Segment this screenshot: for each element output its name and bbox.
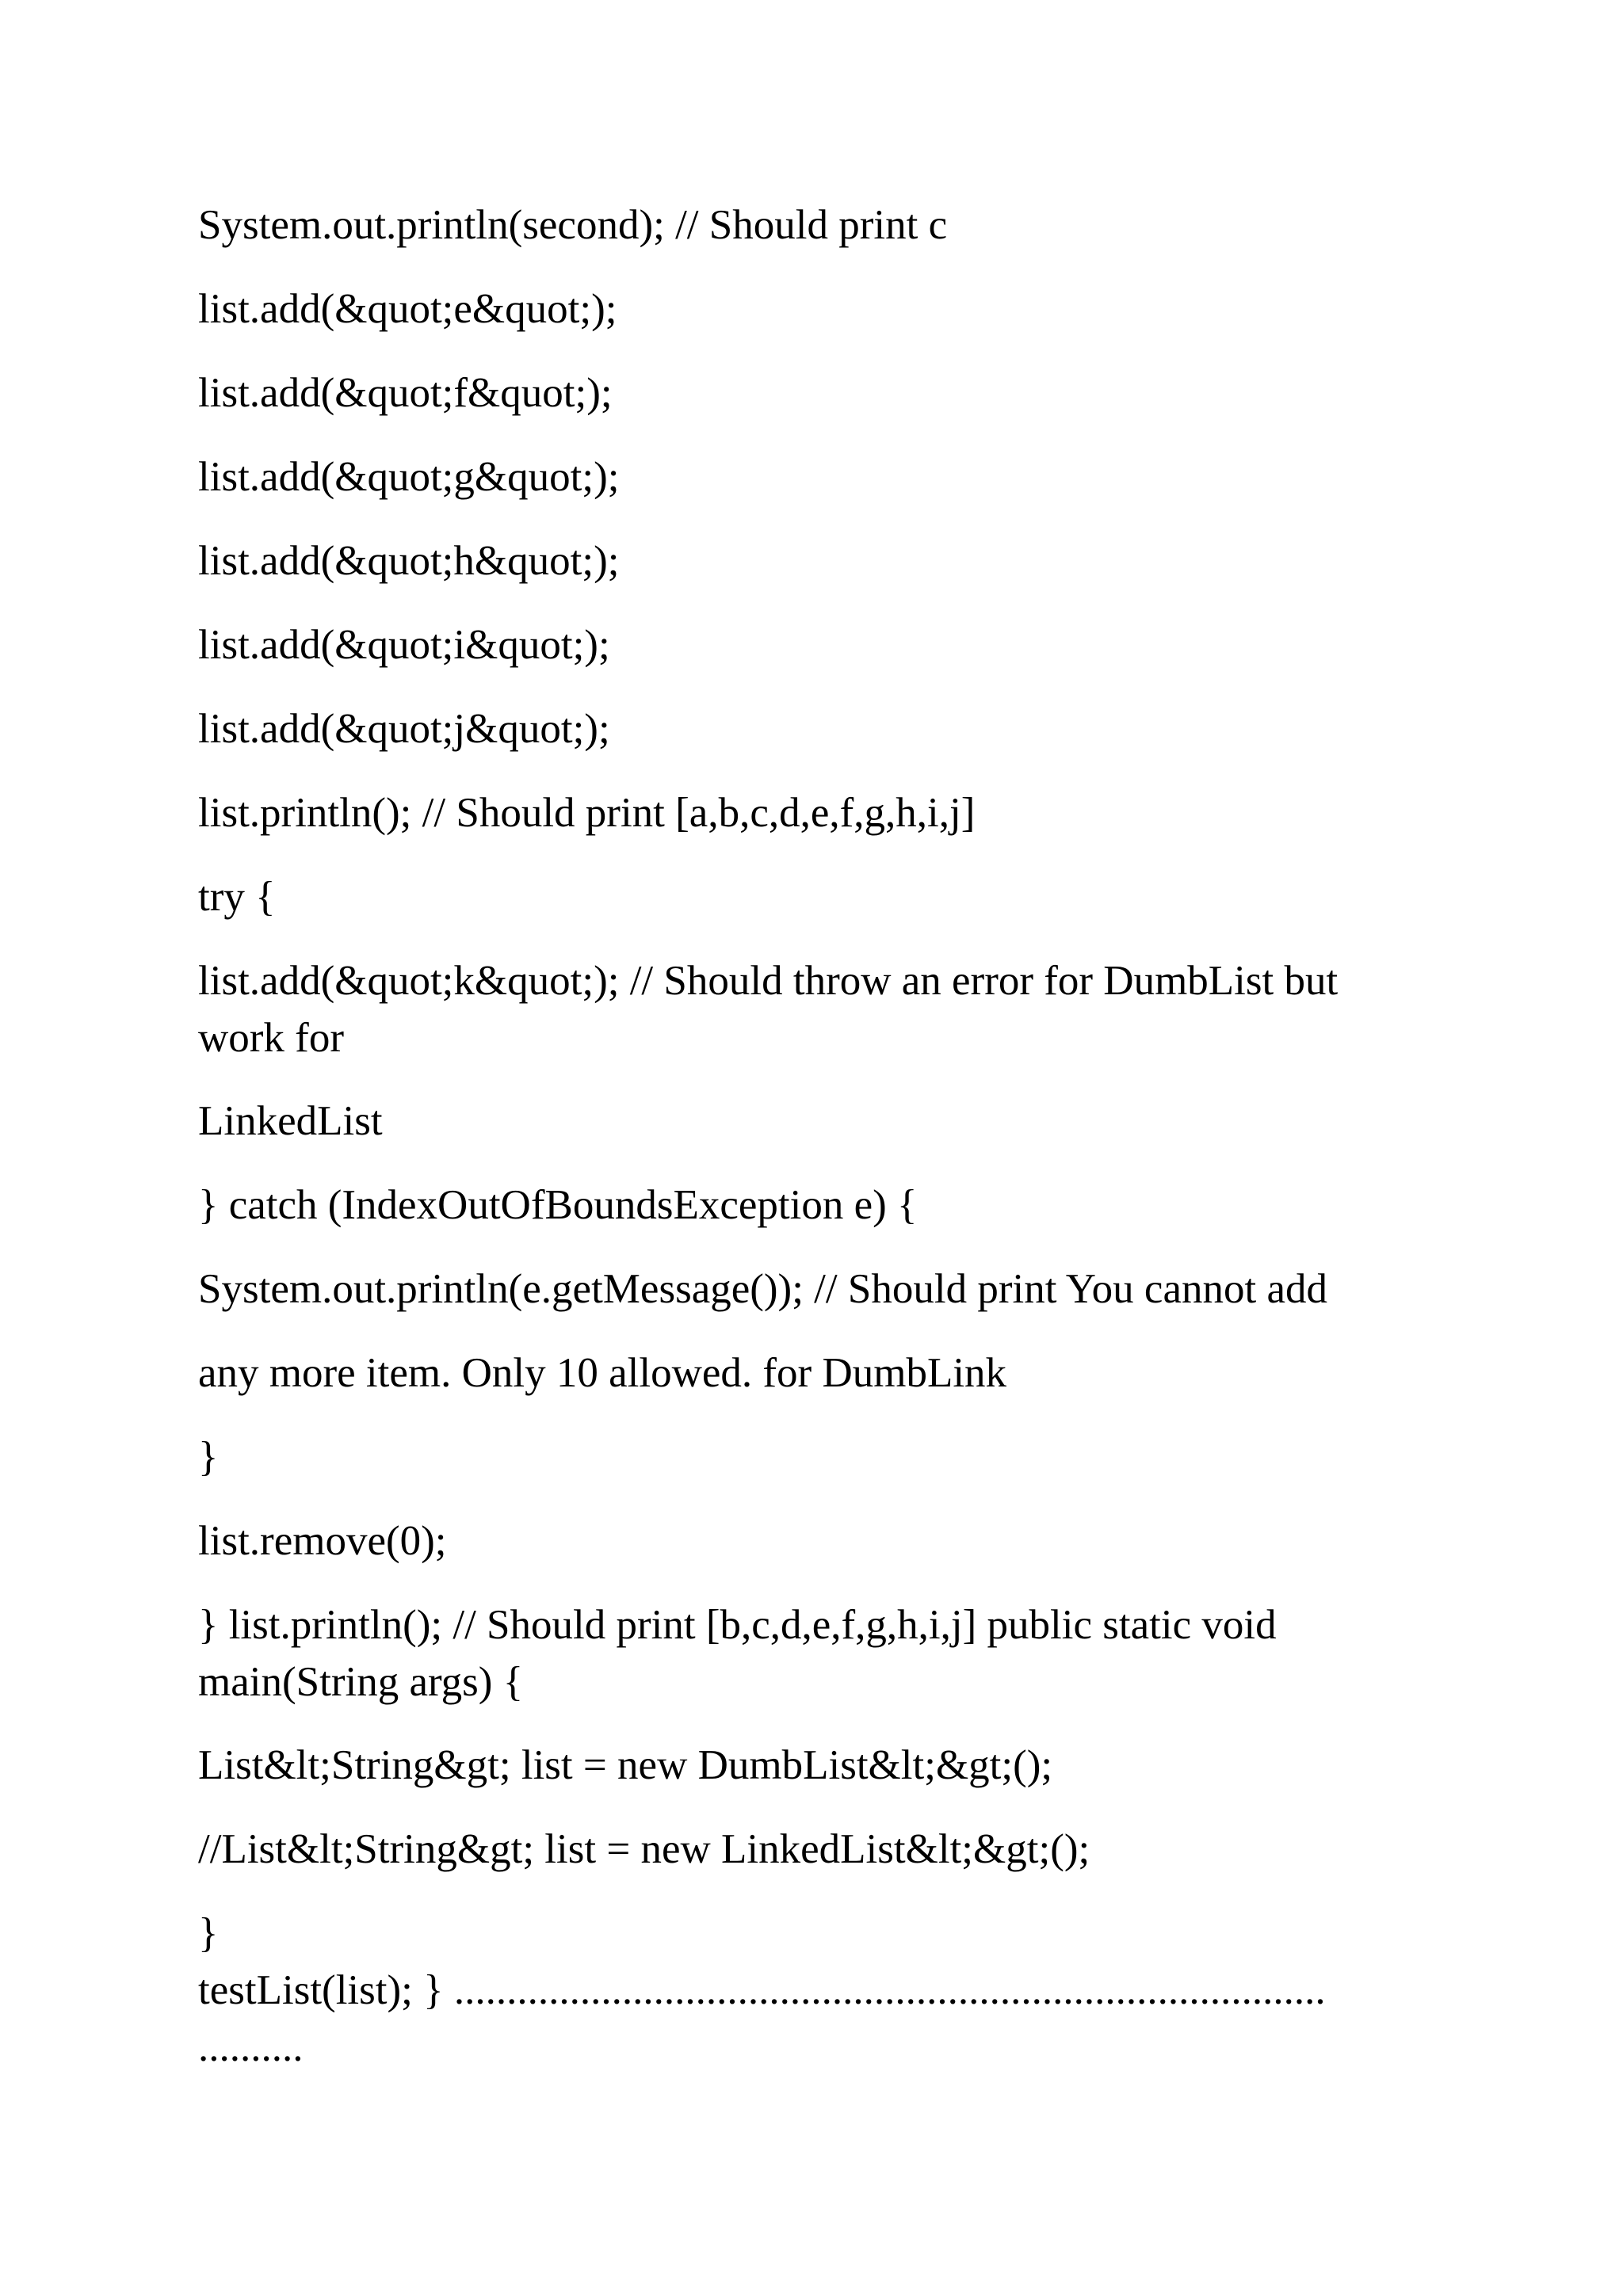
text-line: list.add(&quot;g&quot;); <box>198 454 620 500</box>
text-line: } catch (IndexOutOfBoundsException e) { <box>198 1182 918 1228</box>
text-line: //List&lt;String&gt; list = new LinkedList&lt;&gt;(); <box>198 1826 1090 1872</box>
text-line: list.remove(0); <box>198 1518 447 1564</box>
text-line: list.add(&quot;k&quot;); // Should throw an error for DumbList but work for <box>198 958 1338 1061</box>
text-line: list.add(&quot;e&quot;); <box>198 286 617 332</box>
text-line: LinkedList <box>198 1098 383 1144</box>
text-line: System.out.println(e.getMessage()); // Should print You cannot add <box>198 1266 1327 1312</box>
text-line: try { <box>198 874 276 920</box>
text-line: list.println(); // Should print [a,b,c,d,e,f,g,h,i,j] <box>198 790 976 836</box>
text-line: testList(list); } ................................................................................... <box>198 1967 1326 2013</box>
text-line: list.add(&quot;h&quot;); <box>198 538 620 584</box>
text-line: list.add(&quot;f&quot;); <box>198 370 613 416</box>
text-line: any more item. Only 10 allowed. for DumbLink <box>198 1350 1007 1396</box>
text-line: list.add(&quot;j&quot;); <box>198 706 610 752</box>
text-line: List&lt;String&gt; list = new DumbList&lt;&gt;(); <box>198 1742 1053 1788</box>
text-line: System.out.println(second); // Should print c <box>198 202 948 248</box>
text-line: } <box>198 1434 219 1480</box>
text-line: .......... <box>198 2024 304 2070</box>
text-line: } <box>198 1910 219 1956</box>
text-line: list.add(&quot;i&quot;); <box>198 622 610 668</box>
text-line: } list.println(); // Should print [b,c,d,e,f,g,h,i,j] public static void main(String args) { <box>198 1602 1277 1705</box>
